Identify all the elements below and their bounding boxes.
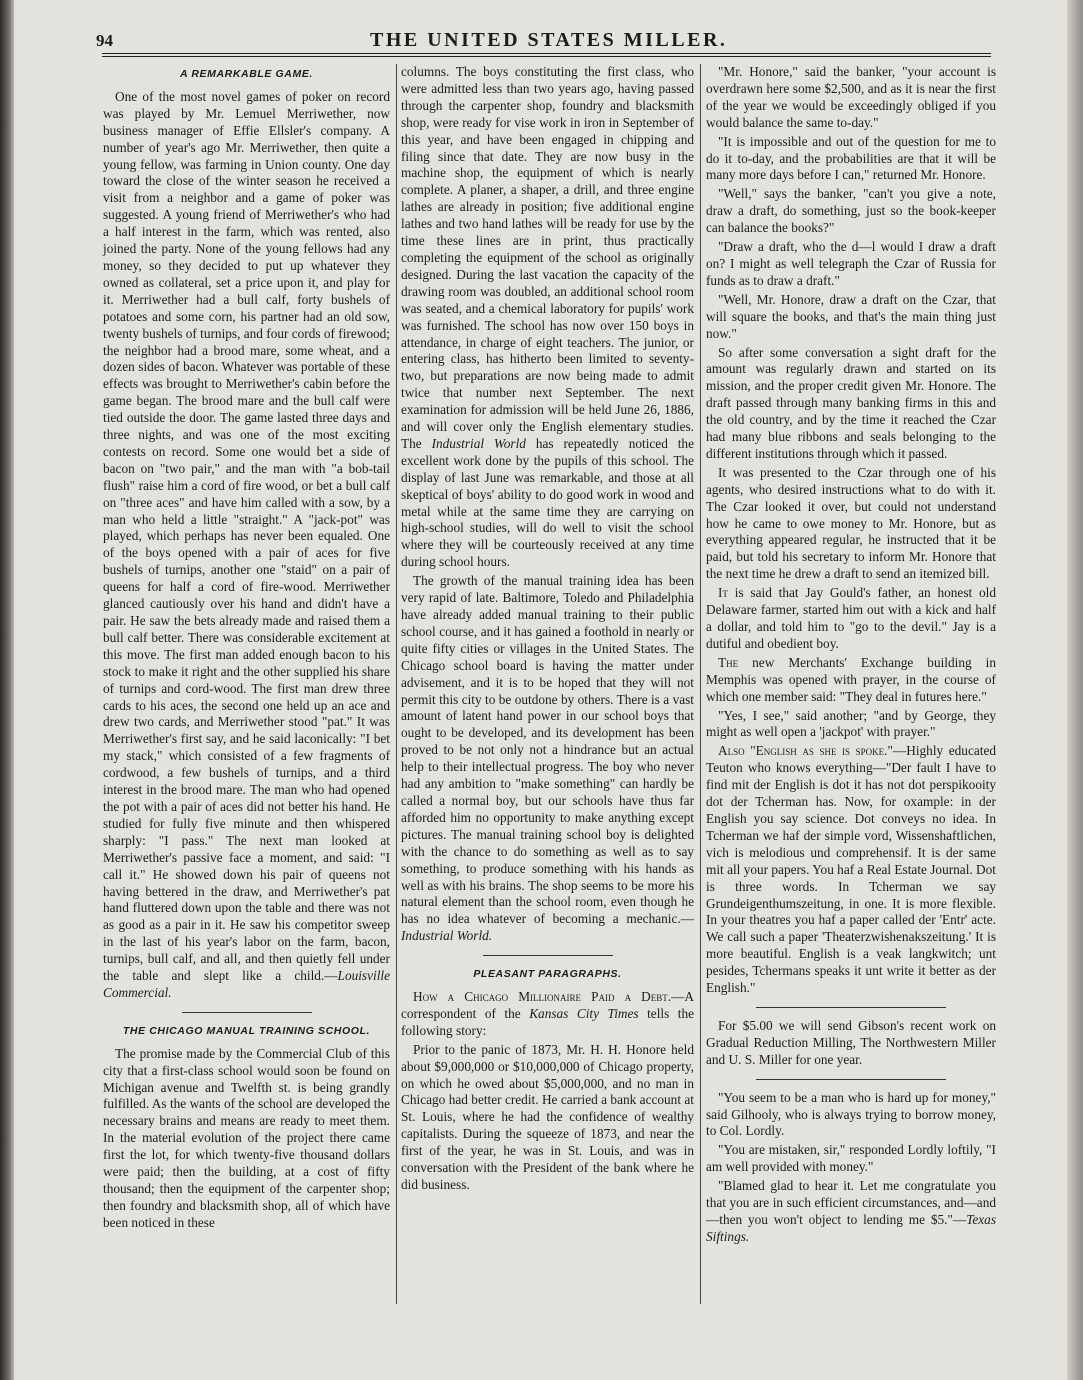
lordly-paragraph-1: "You seem to be a man who is hard up for money," said Gilhooly, who is always trying to borrow money, to Col. Lordly.: [706, 1089, 996, 1139]
gould-text: is said that Jay Gould's father, an honest old Delaware farmer, started him out with a kick and half a dollar, and told him to "go to the devil." Jay is a dutiful and obedient boy.: [706, 585, 996, 651]
publication-name: Industrial World: [431, 435, 526, 451]
article-body-manual-training-col2: [401, 64, 694, 571]
honore-paragraph-4: "Well," says the banker, "can't you give a note, draw a draft, do something, just so the book-keeper can balance the books?": [706, 186, 996, 236]
header-rule: [102, 53, 991, 57]
article-source: Texas Siftings.: [706, 1212, 996, 1244]
article-title-remarkable-game: A REMARKABLE GAME.: [180, 68, 313, 80]
section-divider: [756, 1007, 946, 1008]
english-paragraph: [706, 743, 996, 997]
manual-training-text-c: The growth of the manual training idea has been very rapid of late. Baltimore, Toledo and Philadelphia have already added manual training to their public school course, and it has gained a foothold in nearly or quite fifty cities or villages in the United States. The Chicago school board is having the matter under advisement, and it is to be hoped that they will not permit this city to be outdone by others. There is a vast amount of latent hand power in our school boys that ought to be developed, and its development has been proved to be not only not a hindrance but an actual help to their intellectual progress. The boy who never had any ambition to "make something" can hardly be called a normal boy, but our schools have thus far afforded him no opportunity to make anything except pictures. The manual training school boy is delighted with the chance to do something as well as to say something, to produce something with his hands as well as with his brains. The shop seems to be more his natural element than the school room, even though he has no idea whatever of becoming a mechanic.: [401, 573, 694, 927]
manual-training-text-b: has repeatedly noticed the excellent work done by the pupils of this school. The display of last June was remarkable, and those at all skeptical of boys' ability to do good work in wood and metal while at the same time they are carrying on high-school studies, will do well to visit the school where they will be courteously received at any time during school hours.: [401, 435, 694, 570]
lordly-paragraph-2: "You are mistaken, sir," responded Lordly loftily, "I am well provided with money.": [706, 1142, 996, 1175]
article-source: Industrial World.: [401, 928, 493, 944]
column-rule: [700, 64, 701, 1304]
article-source: Louisville Commercial.: [103, 968, 390, 1000]
lordly-text: "Blamed glad to hear it. Let me congratulate you that you are in such efficient circumstances, and—and—then you won't object to lending me $5."—: [706, 1178, 996, 1227]
gould-lead: It: [718, 585, 728, 601]
column-rule: [396, 64, 397, 1304]
gould-paragraph: [706, 585, 996, 653]
section-divider: [756, 1079, 946, 1080]
honore-paragraph-3: "It is impossible and out of the question for me to do it to-day, and the probabilities are that it will be many more days before I can," returned Mr. Honore.: [706, 133, 996, 183]
page-header: [92, 27, 992, 53]
exchange-text: new Merchants' Exchange building in Memphis was opened with prayer, in the course of which one member said: "They deal in futures here.": [706, 654, 997, 704]
exchange-paragraph-2: "Yes, I see," said another; "and by George, they might as well open a 'jackpot' with prayer.": [706, 707, 996, 740]
english-text: —Highly educated Teuton who knows everything—"Der fault I have to find mit der English is dot it has not dot perspikooity dot der Tcherman has. Now, for oxample: in der English you say science. Dot conveys no idea. In Tcherman we haf der simple vord, Wissenshaftlichen, vich is melodious und comprehensif. It is der same mit all your papers. You haf a Real Estate Journal. Dot is three words. In Tcherman we say Grundeigenthumszeitung, in one. It is more flexible. In your theatres you haf a paper called der 'Entr' acte. We call such a paper 'Theaterzwishenakszeitung.' It is more beautiful. English is a veak langkwitch; unt pesides, Tchermans speaks it unt write it better as der English.": [706, 743, 996, 996]
honore-paragraph-2: "Mr. Honore," said the banker, "your account is overdrawn here some $2,500, and as it is near the first of the year we would be exceedingly obliged if you would balance the same to-day.": [706, 64, 996, 130]
honore-paragraph-1: Prior to the panic of 1873, Mr. H. H. Honore held about $9,000,000 or $10,000,000 of Chicago property, on which he owed about $5,000,000, and no man in Chicago had better credit. He carried a bank account at St. Louis, where he had the confidence of wealthy capitalists. During the squeeze of 1873, and near the first of the year, he was in St. Louis, and was in conversation with the President of the bank where he did business.: [401, 1041, 694, 1192]
article-body-remarkable-game: One of the most novel games of poker on record was played by Mr. Lemuel Merriwether, now business manager of Effie Ellsler's company. A number of year's ago Mr. Merriwether, then quite a young fellow, was farming in Union county. One day toward the close of the winter season he received a visit from a neighbor and a game of poker was suggested. A young friend of Merriwether's who had a half interest in the farm, which was rented, also joined the party. None of the young fellows had any money, so they decided to put up whatever they owned as collateral, set a price upon it, and play for it. Merriwether had a bull calf, forty bushels of potatoes and some corn, his partner had an old sow, twenty bushels of turnips, and four cords of firewood; the neighbor had a brood mare, some wheat, and a dozen sides of bacon. Whatever was portable of these effects was brought to Merriwether's cabin before the game began. The brood mare and the bull calf were tied outside the door. The game lasted three days and three nights, and was one of the most exciting contests on record. Some one would bet a side of bacon on "two pair," and the man with "a bob-tail flush" raise him a cord of fire wood, or bet a bull calf on "three aces" and have him called with a sow, by a man who held a little "straight." A "jack-pot" was played, which perhaps has never been equaled. One of the boys opened with a pair of aces for five bushels of turnips, another one "staid" on a pair of queens for half a cord of fire-wood. Merriwether glanced cautiously over his hand and didn't have a pair. He saw the bets already made and raised them a bull calf better. There was considerable excitement at this move. The first man added enough bacon to his stock to make it right and the other supplied his share of turnips and cord-wood. The first man drew three cards to his aces, the second one held up an ace and drew two cards, and Merriwether stood "pat." It was Merriwether's first say, and he said laconically: "I bet my stack," which consisted of a few fragments of cordwood, a few bushels of turnips, and a third interest in the brood mare. The man who had opened the pot with a pair of aces did not better his hand. He studied for fully five minute and then whispered sharply: "I pass." The next man looked at Merriwether's passive face a moment, and said: "I call it." He showed down his pair of queens not having bettered in the draw, and Merriwether's pat hand fluttered down upon the table and there was not as good as a pair in it. He saw his competitor sweep in the last of his year's labor on the farm, bacon, turnips, bull calf, and all, and then quietly fell under the table and slept like a child.—Louisville Commercial.: [103, 88, 390, 1000]
running-head: THE UNITED STATES MILLER.: [370, 29, 728, 51]
honore-paragraph-6: "Well, Mr. Honore, draw a draft on the Czar, that will square the books, and that's the main thing just now.": [706, 291, 996, 341]
manual-training-text-a: columns. The boys constituting the first class, who were admitted less than two years ago, having passed through the carpenter shop, foundry and blacksmith shop, were ready for vise work in iron in September of this year, and have been engaged in chipping and filing since that date. They are now busy in the machine shop, the equipment of which is nearly complete. A planer, a shaper, a drill, and three engine lathes are already in position; five additional engine lathes and two hand lathes will be ready for use by the time these lines are in print, thus practically completing the equipment of the school as originally designed. During the last vacation the capacity of the drawing room was doubled, an additional school room was seated, and a chemical laboratory for pupils' work was furnished. The school has now over 150 boys in attendance, in charge of eight teachers. The junior, or entering class, has hitherto been limited to seventy-two, but preparations are now being made to admit twice that number next September. The next examination for admission will be held June 26, 1886, and will cover only the English elementary studies. The: [401, 64, 694, 451]
newspaper-name: Kansas City Times: [529, 1005, 639, 1021]
article-body-manual-training-col1: The promise made by the Commercial Club of this city that a first-class school would soon be found on Michigan avenue and Twelfth st. is being grandly fulfilled. As the wants of the school are developed the necessary brains and means are ready to meet them. In the material evolution of the project there came first the lot, for which twenty-five thousand dollars were paid; then the building, at a cost of fifty thousand; then the equipment of the carpenter shop; then foundry and blacksmith shop, all of which have been noticed in these: [103, 1045, 390, 1230]
binding-spine: [0, 0, 14, 1380]
column-2: [401, 64, 694, 1196]
honore-intro-text: A correspondent of the: [401, 989, 694, 1021]
honore-paragraph-5: "Draw a draft, who the d—l would I draw a draft on? I might as well telegraph the Czar of Russia for funds as to draw a draft.": [706, 239, 996, 288]
page-number: 94: [96, 31, 113, 50]
section-divider: [182, 1012, 312, 1013]
gibson-advertisement: For $5.00 we will send Gibson's recent work on Gradual Reduction Milling, The Northwestern Miller and U. S. Miller for one year.: [706, 1017, 996, 1067]
honore-intro-end: tells the following story:: [401, 1005, 695, 1038]
section-title-pleasant-paragraphs: PLEASANT PARAGRAPHS.: [473, 968, 622, 981]
remarkable-game-text: One of the most novel games of poker on record was played by Mr. Lemuel Merriwether, now business manager of Effie Ellsler's company. A number of year's ago Mr. Merriwether, then quite a young fellow, was farming in Union county. One day toward the close of the winter season he received a visit from a neighbor and a game of poker was suggested. A young friend of Merriwether's who had a half interest in the farm, which was rented, also joined the party. None of the young fellows had any money, so they decided to put up whatever they owned as collateral, set a price upon it, and play for it. Merriwether had a bull calf, forty bushels of potatoes and some corn, his partner had an old sow, twenty bushels of turnips, and four cords of firewood; the neighbor had a brood mare, some wheat, and a dozen sides of bacon. Whatever was portable of these effects was brought to Merriwether's cabin before the game began. The brood mare and the bull calf were tied outside the door. The game lasted three days and three nights, and was one of the most exciting contests on record. Some one would bet a side of bacon on "two pair," and the man with "a bob-tail flush" raise him a cord of fire wood, or bet a bull calf on "three aces" and have him called with a sow, by a man who held a little "straight." A "jack-pot" was played, which perhaps has never been equaled. One of the boys opened with a pair of aces for five bushels of turnips, another one "staid" on a pair of queens for half a cord of fire-wood. Merriwether glanced cautiously over his hand and didn't have a pair. He saw the bets already made and raised them a bull calf better. There was considerable excitement at this move. The first man added enough bacon to his stock to make it right and the other supplied his share of turnips and cord-wood. The first man drew three cards to his aces, the second one held up an ace and drew two cards, and Merriwether stood "pat." It was Merriwether's first say, and he said laconically: "I bet my stack," which consisted of a few fragments of cordwood, a few bushels of turnips, and a third interest in the brood mare. The man who had opened the pot with a pair of aces did not better his hand. He studied for fully five minute and then whispered sharply: "I pass." The next man looked at Merriwether's passive face a moment, and said: "I call it." He showed down his pair of queens not having bettered in the draw, and Merriwether's pat hand fluttered down upon the table and there was not as good as a pair in it. He saw his competitor sweep in the last of his year's labor on the farm, bacon, turnips, bull calf, and all, and then quietly fell under the table and slept like a child.: [103, 88, 390, 984]
honore-heading: How a Chicago Millionaire Paid a Debt.: [413, 989, 672, 1005]
english-lead: Also "English as she is spoke.": [718, 743, 893, 759]
exchange-paragraph: [706, 655, 996, 706]
exchange-lead: The: [718, 654, 739, 670]
article-body-manual-training-growth: The growth of the manual training idea has been very rapid of late. Baltimore, Toledo and Philadelphia have already added manual training to their public school course, and it has gained a foothold in nearly or quite fifty cities or villages in the United States. The Chicago school board is having the matter under advisement, and it is to be hoped that they will not permit this city to be outdone by others. There is a vast amount of latent hand power in our school boys that ought to be developed, and its development has been proved to be not only not a hindrance but an actual help to their intellectual progress. The boy who never had any ambition to "make something" can hardly be called a normal boy, but our schools have thus far afforded him no opportunity to make anything except pictures. The manual training school boy is delighted with the chance to do something as well as to say something, to produce something with his hands as well as with his brains. The shop seems to be more his natural element than the school room, even though he has no idea whatever of becoming a mechanic.—Industrial World.: [401, 573, 694, 944]
column-1: [103, 64, 390, 1234]
honore-paragraph-7: So after some conversation a sight draft for the amount was regularly drawn and started on its mission, and the proper credit given Mr. Honore. The draft passed through many banking firms in this and the old country, and by the time it reached the Czar had many blue ribbons and seals belonging to the different institutions through which it passed.: [706, 344, 996, 461]
article-title-manual-training: THE CHICAGO MANUAL TRAINING SCHOOL.: [122, 1024, 371, 1037]
column-3: [706, 64, 996, 1248]
section-divider: [483, 955, 613, 956]
page-edge: [1067, 0, 1083, 1380]
honore-intro: How a Chicago Millionaire Paid a Debt.—A correspondent of the Kansas City Times tells the following story:: [401, 989, 695, 1038]
lordly-paragraph-3: [706, 1178, 996, 1246]
honore-paragraph-8: It was presented to the Czar through one of his agents, who desired instructions what to do with it. The Czar looked it over, but could not understand how he came to owe money to Mr. Honore, but as everything appeared regular, he instructed that it be paid, but told his secretary to inform Mr. Honore that the next time he drew a draft to send an itemized bill.: [706, 464, 996, 582]
